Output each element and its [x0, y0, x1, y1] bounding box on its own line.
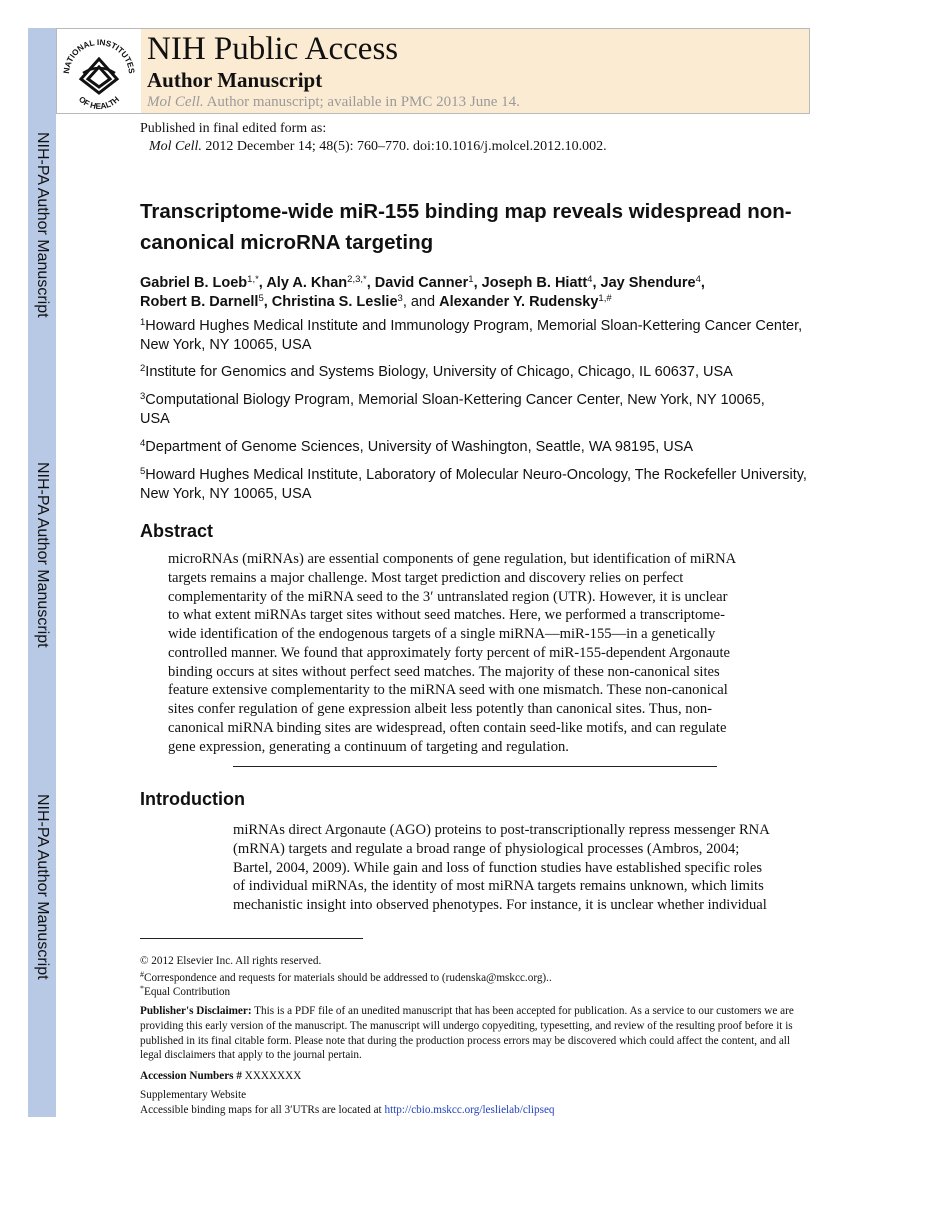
introduction-heading: Introduction: [140, 789, 245, 809]
footnote-mark: #: [140, 970, 144, 979]
logo-text-top: NATIONAL INSTITUTES: [61, 37, 137, 75]
disclaimer-text: This is a PDF file of an unedited manuscript that has been accepted for publication. As a service to our customers we are providing this early version of the manuscript. The manuscript will undergo copyediting, typesetting, and review of the resulting proof before it is published in its final citable form. Please note that during the production process errors may be discovered which could affect the content, and all legal disclaimers that apply to the journal pertain.: [140, 1005, 794, 1062]
author: [140, 275, 259, 291]
supplementary-website: Supplementary Website: [140, 1089, 247, 1101]
citation-journal: Mol Cell.: [149, 139, 202, 154]
author: [140, 294, 264, 310]
correspondence-text: Correspondence and requests for materials should be addressed to (rudenska@mskcc.org)..: [144, 972, 552, 984]
nih-header: [56, 28, 810, 114]
affiliation-number: 4: [140, 438, 146, 449]
nih-logo-icon: [57, 29, 141, 113]
author-affiliation-mark: 5: [258, 293, 264, 304]
abstract-line: gene expression, generating a continuum of targeting and regulation.: [168, 738, 569, 755]
author-affiliation-mark: 4: [695, 274, 701, 285]
abstract-line: targets remains a major challenge. Most target prediction and discovery relies on perfect: [168, 569, 684, 586]
affiliation: [140, 391, 780, 428]
abstract-line: canonical miRNA binding sites are widespread, often contain seed-like motifs, and can regulate: [168, 719, 727, 736]
affiliation-number: 5: [140, 466, 146, 477]
publisher-disclaimer: [140, 1004, 810, 1063]
sidebar-band: [28, 28, 56, 1117]
author-name: David Canner: [374, 275, 469, 291]
author-affiliation-mark: 1: [468, 274, 474, 285]
author-affiliation-mark: 4: [587, 274, 593, 285]
abstract-line: wide identification of the endogenous targets of a single miRNA—miR-155—in a genetically: [168, 626, 716, 642]
accession-numbers: [140, 1069, 810, 1084]
publication-info: [140, 120, 607, 156]
author-separator: ,: [473, 275, 482, 291]
author: [439, 294, 612, 310]
header-availability: [147, 93, 520, 111]
author-name: Christina S. Leslie: [271, 294, 398, 310]
header-journal: Mol Cell.: [147, 94, 204, 110]
abstract-line: feature extensive complementarity to the miRNA seed with one mismatch. These non-canonical: [168, 682, 728, 699]
section-divider: [233, 766, 717, 767]
header-availability-text: Author manuscript; available in PMC 2013 June 14.: [203, 94, 520, 110]
author-name: Gabriel B. Loeb: [140, 275, 248, 291]
footnote-divider: [140, 938, 363, 939]
publication-label: Published in final edited form as:: [140, 121, 327, 136]
accession-value: XXXXXXX: [241, 1070, 302, 1082]
affiliation-text: Institute for Genomics and Systems Biology, University of Chicago, Chicago, IL 60637, USA: [145, 364, 733, 380]
author-name: Aly A. Khan: [266, 275, 348, 291]
abstract-line: binding occurs at sites without perfect seed matches. The majority of these non-canonical sites: [168, 663, 720, 680]
binding-maps-text: Accessible binding maps for all 3′UTRs are located at: [140, 1104, 385, 1116]
publication-citation: [140, 138, 607, 156]
affiliation-text: Computational Biology Program, Memorial Sloan-Kettering Cancer Center, New York, NY 10065, USA: [140, 392, 765, 427]
introduction-body: [233, 821, 811, 915]
author: [601, 275, 701, 291]
affiliation-text: Howard Hughes Medical Institute and Immunology Program, Memorial Sloan-Kettering Cancer Center, New York, NY 10065, USA: [140, 318, 803, 353]
sidebar-label: NIH-PA Author Manuscript: [34, 132, 51, 318]
citation-text: 2012 December 14; 48(5): 760–770. doi:10.1016/j.molcel.2012.10.002.: [201, 139, 607, 154]
logo-text-bottom: OF HEALTH: [76, 94, 122, 112]
author: [272, 294, 403, 310]
copyright: © 2012 Elsevier Inc. All rights reserved.: [140, 955, 322, 967]
sidebar-label: NIH-PA Author Manuscript: [34, 462, 51, 648]
abstract-line: sites confer regulation of gene expression albeit less potently than canonical sites. Thus, non-: [168, 701, 713, 717]
abstract-heading: Abstract: [140, 521, 214, 541]
author-separator: ,: [366, 275, 375, 291]
abstract-line: controlled manner. We found that approximately forty percent of miR-155-dependent Argonaute: [168, 644, 731, 661]
author-name: Joseph B. Hiatt: [481, 275, 588, 291]
author-affiliation-mark: 1,*: [247, 274, 259, 285]
author-separator: ,: [700, 275, 705, 291]
intro-line: Bartel, 2004, 2009). While gain and loss of function studies have established specific roles: [233, 859, 763, 876]
abstract-line: to what extent miRNAs target sites without seed matches. Here, we performed a transcriptome-: [168, 607, 725, 624]
author-affiliation-mark: 1,#: [598, 293, 612, 304]
affiliation-text: Howard Hughes Medical Institute, Laboratory of Molecular Neuro-Oncology, The Rockefeller University, New York, NY 10065, USA: [140, 467, 807, 502]
intro-line: of individual miRNAs, the identity of most miRNA targets remains unknown, which limits: [233, 878, 764, 895]
footnote-mark: *: [140, 984, 144, 993]
svg-text:OF HEALTH: [77, 95, 121, 111]
abstract-line: microRNAs (miRNAs) are essential components of gene regulation, but identification of miRNA: [168, 551, 737, 567]
header-title: NIH Public Access: [147, 31, 399, 67]
author-separator: ,: [592, 275, 601, 291]
author-affiliation-mark: 3: [397, 293, 403, 304]
author-list: [140, 274, 820, 312]
abstract-line: complementarity of the miRNA seed to the 3′ untranslated region (UTR). However, it is unclear: [168, 588, 728, 605]
abstract-body: [168, 550, 780, 756]
article-title: Transcriptome-wide miR-155 binding map reveals widespread non-canonical microRNA targeting: [140, 200, 792, 254]
header-subtitle: Author Manuscript: [147, 68, 323, 92]
affiliation-text: Department of Genome Sciences, University of Washington, Seattle, WA 98195, USA: [145, 439, 694, 455]
accession-label: Accession Numbers #: [140, 1070, 242, 1082]
author-affiliation-mark: 2,3,*: [347, 274, 367, 285]
nih-logo: [57, 29, 141, 113]
author: [266, 275, 366, 291]
author-name: Robert B. Darnell: [140, 294, 259, 310]
author: [375, 275, 474, 291]
affiliation: [140, 466, 810, 503]
equal-contribution-text: Equal Contribution: [144, 986, 231, 998]
author-name: Jay Shendure: [600, 275, 696, 291]
affiliation: [140, 317, 810, 354]
intro-line: mechanistic insight into observed phenotypes. For instance, it is unclear whether individual: [233, 897, 767, 913]
affiliation: [140, 363, 810, 382]
intro-line: (mRNA) targets and regulate a broad range of physiological processes (Ambros, 2004;: [233, 840, 740, 857]
affiliation: [140, 438, 810, 457]
author-separator: ,: [258, 275, 267, 291]
affiliation-number: 1: [140, 317, 146, 328]
affiliation-number: 3: [140, 391, 146, 402]
author-separator: , and: [402, 294, 440, 310]
equal-contribution-note: [140, 985, 810, 1000]
author: [482, 275, 593, 291]
correspondence-note: [140, 971, 810, 986]
author-name: Alexander Y. Rudensky: [439, 294, 599, 310]
author-separator: ,: [263, 294, 272, 310]
binding-maps-note: [140, 1103, 810, 1118]
clipseq-link[interactable]: http://cbio.mskcc.org/leslielab/clipseq: [384, 1104, 555, 1116]
disclaimer-label: Publisher's Disclaimer:: [140, 1005, 252, 1017]
intro-line: miRNAs direct Argonaute (AGO) proteins to post-transcriptionally repress messenger RNA: [233, 822, 770, 838]
affiliation-number: 2: [140, 363, 146, 374]
sidebar-label: NIH-PA Author Manuscript: [34, 794, 51, 980]
